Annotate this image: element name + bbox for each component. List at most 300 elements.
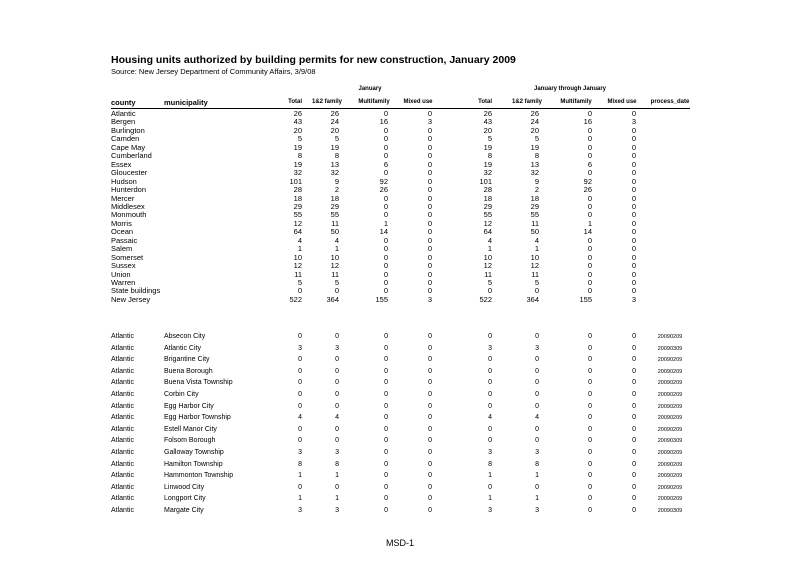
cell-value: 0 [631, 235, 636, 245]
cell-value: 0 [428, 333, 432, 340]
cell-value: 12 [330, 261, 339, 271]
cell-value: 20 [330, 125, 339, 135]
cell-value: 0 [298, 483, 302, 491]
cell-value: 0 [587, 261, 592, 271]
cell-value: 8 [535, 460, 539, 468]
cell-value: 0 [631, 159, 636, 169]
cell-process-date: 20090209 [657, 473, 683, 480]
header-multifamily-ytd: Multifamily [560, 99, 592, 105]
cell-value: 92 [379, 176, 388, 186]
cell-value: 55 [293, 210, 302, 220]
cell-value: 0 [383, 142, 388, 152]
cell-value: 29 [330, 201, 339, 211]
table-row [0, 379, 800, 387]
cell-county: Atlantic [111, 344, 134, 352]
cell-value: 0 [588, 495, 592, 503]
cell-county: Hunterdon [111, 185, 147, 195]
cell-value: 32 [330, 168, 339, 178]
cell-value: 50 [530, 227, 539, 237]
cell-value: 0 [632, 391, 636, 398]
cell-value: 13 [530, 159, 539, 169]
cell-value: 0 [383, 244, 388, 254]
cell-value: 3 [335, 507, 339, 514]
cell-value: 1 [334, 244, 339, 254]
cell-value: 0 [335, 402, 339, 410]
cell-value: 0 [632, 507, 636, 514]
cell-value: 3 [535, 344, 539, 352]
cell-value: 0 [384, 379, 388, 387]
cell-value: 0 [631, 134, 636, 144]
cell-municipality: Galloway Township [164, 449, 224, 456]
cell-value: 0 [632, 356, 636, 364]
cell-value: 8 [297, 151, 302, 161]
cell-value: 26 [483, 109, 492, 118]
cell-value: 0 [384, 333, 388, 340]
cell-county: Bergen [111, 117, 136, 127]
cell-value: 10 [330, 252, 339, 262]
table-row [0, 426, 800, 434]
cell-county: Monmouth [111, 210, 147, 220]
cell-value: 0 [384, 402, 388, 410]
header-family12: 1&2 family [311, 99, 342, 105]
cell-value: 0 [384, 507, 388, 514]
cell-value: 0 [427, 134, 432, 144]
cell-value: 0 [587, 235, 592, 245]
cell-value: 0 [298, 356, 302, 364]
cell-value: 0 [335, 333, 339, 340]
cell-value: 19 [293, 159, 302, 169]
cell-value: 0 [427, 142, 432, 152]
cell-county: Morris [111, 218, 132, 228]
cell-value: 0 [632, 495, 636, 503]
cell-value: 0 [335, 379, 339, 387]
cell-value: 4 [335, 414, 339, 422]
cell-process-date: 20090209 [657, 334, 683, 340]
cell-value: 1 [383, 218, 388, 228]
cell-value: 16 [583, 117, 592, 127]
cell-value: 11 [294, 269, 302, 279]
cell-value: 1 [587, 218, 592, 228]
cell-value: 0 [631, 278, 636, 287]
cell-value: 4 [534, 235, 539, 245]
cell-value: 0 [298, 333, 302, 340]
cell-value: 1 [335, 472, 339, 480]
cell-value: 0 [427, 201, 432, 211]
cell-value: 0 [488, 379, 492, 387]
cell-value: 4 [297, 235, 302, 245]
cell-value: 6 [587, 159, 592, 169]
cell-value: 8 [488, 460, 492, 468]
cell-value: 0 [631, 269, 636, 279]
cell-value: 5 [487, 134, 492, 144]
cell-value: 0 [588, 472, 592, 480]
cell-value: 0 [631, 109, 636, 118]
cell-value: 0 [488, 425, 492, 433]
cell-value: 0 [428, 507, 432, 514]
group-header-ytd: January through January [533, 86, 607, 92]
cell-value: 0 [587, 151, 592, 161]
cell-municipality: Linwood City [164, 483, 205, 491]
cell-value: 19 [483, 142, 492, 152]
cell-value: 0 [383, 151, 388, 161]
cell-county: Ocean [111, 227, 134, 237]
cell-value: 0 [631, 252, 636, 262]
cell-value: 0 [487, 286, 492, 296]
cell-county: Atlantic [111, 414, 134, 422]
cell-value: 12 [293, 261, 302, 271]
table-row [0, 391, 800, 399]
cell-value: 26 [583, 185, 592, 195]
cell-value: 0 [632, 449, 636, 456]
cell-county: State buildings [111, 286, 161, 296]
cell-value: 0 [427, 185, 432, 195]
cell-county: New Jersey [111, 294, 151, 304]
cell-value: 3 [335, 449, 339, 456]
cell-county: Middlesex [111, 201, 145, 211]
cell-value: 0 [535, 402, 539, 410]
cell-process-date: 20090209 [657, 484, 683, 491]
table-row [0, 186, 800, 194]
cell-value: 0 [298, 402, 302, 410]
cell-value: 4 [298, 414, 302, 422]
cell-value: 8 [298, 460, 302, 468]
cell-county: Salem [111, 244, 133, 254]
cell-value: 29 [530, 201, 539, 211]
cell-value: 18 [293, 193, 302, 203]
cell-value: 0 [335, 483, 339, 491]
cell-value: 0 [384, 356, 388, 364]
cell-value: 3 [298, 344, 302, 352]
cell-value: 364 [526, 294, 539, 304]
cell-value: 1 [535, 495, 539, 503]
cell-value: 0 [632, 437, 636, 445]
cell-value: 0 [631, 151, 636, 161]
cell-county: Essex [111, 159, 132, 169]
cell-value: 0 [335, 391, 339, 398]
cell-value: 3 [488, 507, 492, 514]
cell-value: 0 [428, 460, 432, 468]
cell-value: 20 [483, 125, 492, 135]
cell-value: 0 [587, 210, 592, 220]
cell-value: 0 [588, 449, 592, 456]
table-row [0, 472, 800, 480]
cell-value: 1 [534, 244, 539, 254]
cell-process-date: 20090309 [657, 508, 683, 514]
cell-value: 9 [334, 176, 339, 186]
cell-value: 0 [631, 201, 636, 211]
cell-value: 0 [428, 402, 432, 410]
report-source: Source: New Jersey Department of Community Affairs, 3/9/08 [111, 67, 316, 76]
cell-value: 28 [483, 185, 492, 195]
cell-value: 5 [297, 278, 302, 287]
cell-value: 28 [293, 185, 302, 195]
cell-value: 4 [487, 235, 492, 245]
cell-value: 8 [335, 460, 339, 468]
cell-county: Atlantic [111, 507, 134, 514]
cell-value: 0 [427, 235, 432, 245]
cell-value: 0 [535, 437, 539, 445]
cell-value: 0 [428, 472, 432, 480]
cell-value: 0 [587, 168, 592, 178]
header-process-date: process_date [650, 99, 690, 105]
cell-value: 0 [535, 367, 539, 375]
cell-value: 3 [488, 344, 492, 352]
cell-value: 0 [428, 437, 432, 445]
cell-value: 0 [427, 269, 432, 279]
cell-county: Sussex [111, 261, 136, 271]
cell-value: 0 [384, 367, 388, 375]
cell-value: 0 [298, 391, 302, 398]
cell-value: 11 [331, 218, 339, 228]
table-row [0, 403, 800, 411]
cell-value: 0 [587, 125, 592, 135]
header-county: county [111, 98, 136, 107]
cell-value: 0 [587, 286, 592, 296]
cell-value: 0 [631, 168, 636, 178]
cell-county: Hudson [111, 176, 137, 186]
cell-process-date: 20090209 [657, 392, 683, 398]
cell-value: 0 [383, 278, 388, 287]
header-municipality: municipality [164, 98, 208, 107]
cell-value: 0 [631, 193, 636, 203]
cell-value: 3 [298, 449, 302, 456]
header-mixed: Mixed use [403, 99, 433, 105]
cell-value: 11 [484, 269, 492, 279]
cell-value: 0 [588, 460, 592, 468]
cell-value: 0 [631, 142, 636, 152]
cell-value: 14 [583, 227, 592, 237]
cell-value: 0 [535, 379, 539, 387]
table-row [0, 169, 800, 177]
cell-value: 155 [375, 294, 388, 304]
cell-value: 0 [335, 356, 339, 364]
cell-value: 2 [534, 185, 539, 195]
cell-value: 11 [531, 269, 539, 279]
cell-value: 0 [427, 286, 432, 296]
cell-value: 10 [293, 252, 302, 262]
cell-value: 5 [487, 278, 492, 287]
table-row [0, 414, 800, 422]
page-footer: MSD-1 [385, 538, 414, 548]
cell-process-date: 20090309 [657, 345, 683, 352]
cell-value: 0 [588, 379, 592, 387]
header-multifamily: Multifamily [358, 99, 390, 105]
cell-value: 20 [293, 125, 302, 135]
cell-value: 12 [530, 261, 539, 271]
cell-value: 0 [427, 218, 432, 228]
cell-value: 4 [334, 235, 339, 245]
cell-value: 29 [483, 201, 492, 211]
cell-value: 0 [631, 218, 636, 228]
cell-county: Atlantic [111, 391, 134, 398]
cell-value: 0 [298, 437, 302, 445]
cell-value: 3 [631, 294, 636, 304]
cell-value: 0 [334, 286, 339, 296]
cell-value: 64 [483, 227, 492, 237]
cell-value: 0 [588, 507, 592, 514]
cell-county: Union [111, 269, 131, 279]
cell-value: 43 [483, 117, 492, 127]
cell-value: 0 [428, 356, 432, 364]
cell-value: 92 [583, 176, 592, 186]
cell-value: 0 [428, 483, 432, 491]
cell-value: 0 [632, 379, 636, 387]
cell-value: 0 [588, 437, 592, 445]
cell-county: Atlantic [111, 472, 134, 480]
cell-value: 8 [534, 151, 539, 161]
cell-value: 0 [383, 201, 388, 211]
cell-municipality: Absecon City [164, 333, 206, 340]
cell-value: 0 [383, 210, 388, 220]
cell-value: 0 [488, 333, 492, 340]
cell-value: 1 [298, 472, 302, 480]
header-total: Total [288, 99, 302, 105]
cell-value: 0 [587, 252, 592, 262]
cell-value: 26 [379, 185, 388, 195]
cell-value: 12 [293, 218, 302, 228]
cell-process-date: 20090209 [657, 415, 683, 422]
cell-value: 32 [483, 168, 492, 178]
cell-value: 0 [298, 367, 302, 375]
header-total-ytd: Total [478, 99, 492, 105]
cell-value: 0 [428, 449, 432, 456]
cell-value: 3 [335, 344, 339, 352]
table-row [0, 245, 800, 253]
table-row [0, 484, 800, 492]
cell-value: 0 [587, 134, 592, 144]
cell-municipality: Folsom Borough [164, 437, 216, 445]
cell-county: Cumberland [111, 151, 152, 161]
cell-municipality: Hamilton Township [164, 460, 223, 468]
cell-value: 0 [631, 227, 636, 237]
cell-municipality: Atlantic City [164, 344, 201, 352]
cell-process-date: 20090309 [657, 438, 683, 445]
cell-value: 1 [488, 472, 492, 480]
cell-value: 0 [631, 125, 636, 135]
cell-value: 4 [535, 414, 539, 422]
table-row [0, 495, 800, 503]
report-title: Housing units authorized by building permits for new construction, January 2009 [111, 54, 516, 66]
cell-value: 0 [535, 391, 539, 398]
cell-value: 9 [534, 176, 539, 186]
cell-value: 0 [427, 151, 432, 161]
cell-value: 0 [587, 193, 592, 203]
cell-value: 0 [587, 269, 592, 279]
cell-value: 0 [428, 379, 432, 387]
cell-value: 0 [427, 210, 432, 220]
cell-value: 0 [427, 125, 432, 135]
cell-value: 522 [479, 294, 492, 304]
cell-county: Atlantic [111, 109, 136, 118]
cell-value: 0 [298, 425, 302, 433]
cell-value: 0 [587, 201, 592, 211]
cell-value: 2 [334, 185, 339, 195]
cell-value: 3 [427, 117, 432, 127]
cell-value: 0 [632, 333, 636, 340]
cell-value: 0 [427, 176, 432, 186]
cell-value: 0 [588, 333, 592, 340]
cell-value: 55 [530, 210, 539, 220]
cell-value: 0 [384, 414, 388, 422]
cell-value: 364 [326, 294, 339, 304]
cell-value: 14 [379, 227, 388, 237]
cell-county: Mercer [111, 193, 135, 203]
cell-county: Burlington [111, 125, 145, 135]
cell-value: 64 [293, 227, 302, 237]
cell-value: 0 [383, 286, 388, 296]
cell-value: 0 [427, 244, 432, 254]
cell-value: 0 [427, 227, 432, 237]
cell-value: 55 [483, 210, 492, 220]
cell-value: 24 [330, 117, 339, 127]
cell-value: 0 [384, 460, 388, 468]
cell-value: 19 [293, 142, 302, 152]
cell-value: 0 [488, 402, 492, 410]
table-row [0, 461, 800, 469]
cell-value: 24 [530, 117, 539, 127]
cell-value: 10 [530, 252, 539, 262]
cell-value: 3 [535, 507, 539, 514]
cell-value: 19 [330, 142, 339, 152]
cell-value: 0 [383, 252, 388, 262]
table-row [0, 345, 800, 353]
cell-county: Camden [111, 134, 140, 144]
cell-value: 32 [530, 168, 539, 178]
cell-value: 0 [631, 286, 636, 296]
cell-value: 1 [535, 472, 539, 480]
cell-value: 0 [488, 437, 492, 445]
cell-value: 1 [335, 495, 339, 503]
table-row [0, 507, 800, 515]
cell-process-date: 20090209 [657, 368, 683, 375]
cell-municipality: Estell Manor City [164, 425, 217, 433]
cell-value: 101 [479, 176, 492, 186]
cell-county: Atlantic [111, 425, 134, 433]
cell-value: 32 [293, 168, 302, 178]
cell-value: 18 [483, 193, 492, 203]
cell-value: 50 [330, 227, 339, 237]
header-family12-ytd: 1&2 family [511, 99, 542, 105]
cell-value: 0 [383, 193, 388, 203]
cell-value: 4 [488, 414, 492, 422]
cell-process-date: 20090209 [657, 496, 683, 503]
cell-county: Atlantic [111, 483, 134, 491]
table-row [0, 356, 800, 364]
cell-value: 0 [488, 483, 492, 491]
cell-value: 0 [383, 168, 388, 178]
cell-value: 10 [483, 252, 492, 262]
cell-value: 0 [427, 278, 432, 287]
cell-municipality: Corbin City [164, 391, 199, 398]
cell-value: 0 [535, 483, 539, 491]
cell-value: 0 [588, 367, 592, 375]
cell-value: 8 [487, 151, 492, 161]
cell-county: Cape May [111, 142, 146, 152]
cell-value: 0 [587, 109, 592, 118]
cell-value: 0 [632, 344, 636, 352]
cell-value: 0 [384, 425, 388, 433]
table-row [0, 437, 800, 445]
cell-county: Atlantic [111, 333, 134, 340]
table-row [0, 296, 800, 304]
cell-process-date: 20090209 [657, 426, 683, 433]
cell-county: Gloucester [111, 168, 148, 178]
cell-value: 0 [427, 159, 432, 169]
cell-county: Atlantic [111, 449, 134, 456]
cell-value: 101 [289, 176, 302, 186]
cell-value: 0 [588, 344, 592, 352]
cell-value: 0 [587, 278, 592, 287]
